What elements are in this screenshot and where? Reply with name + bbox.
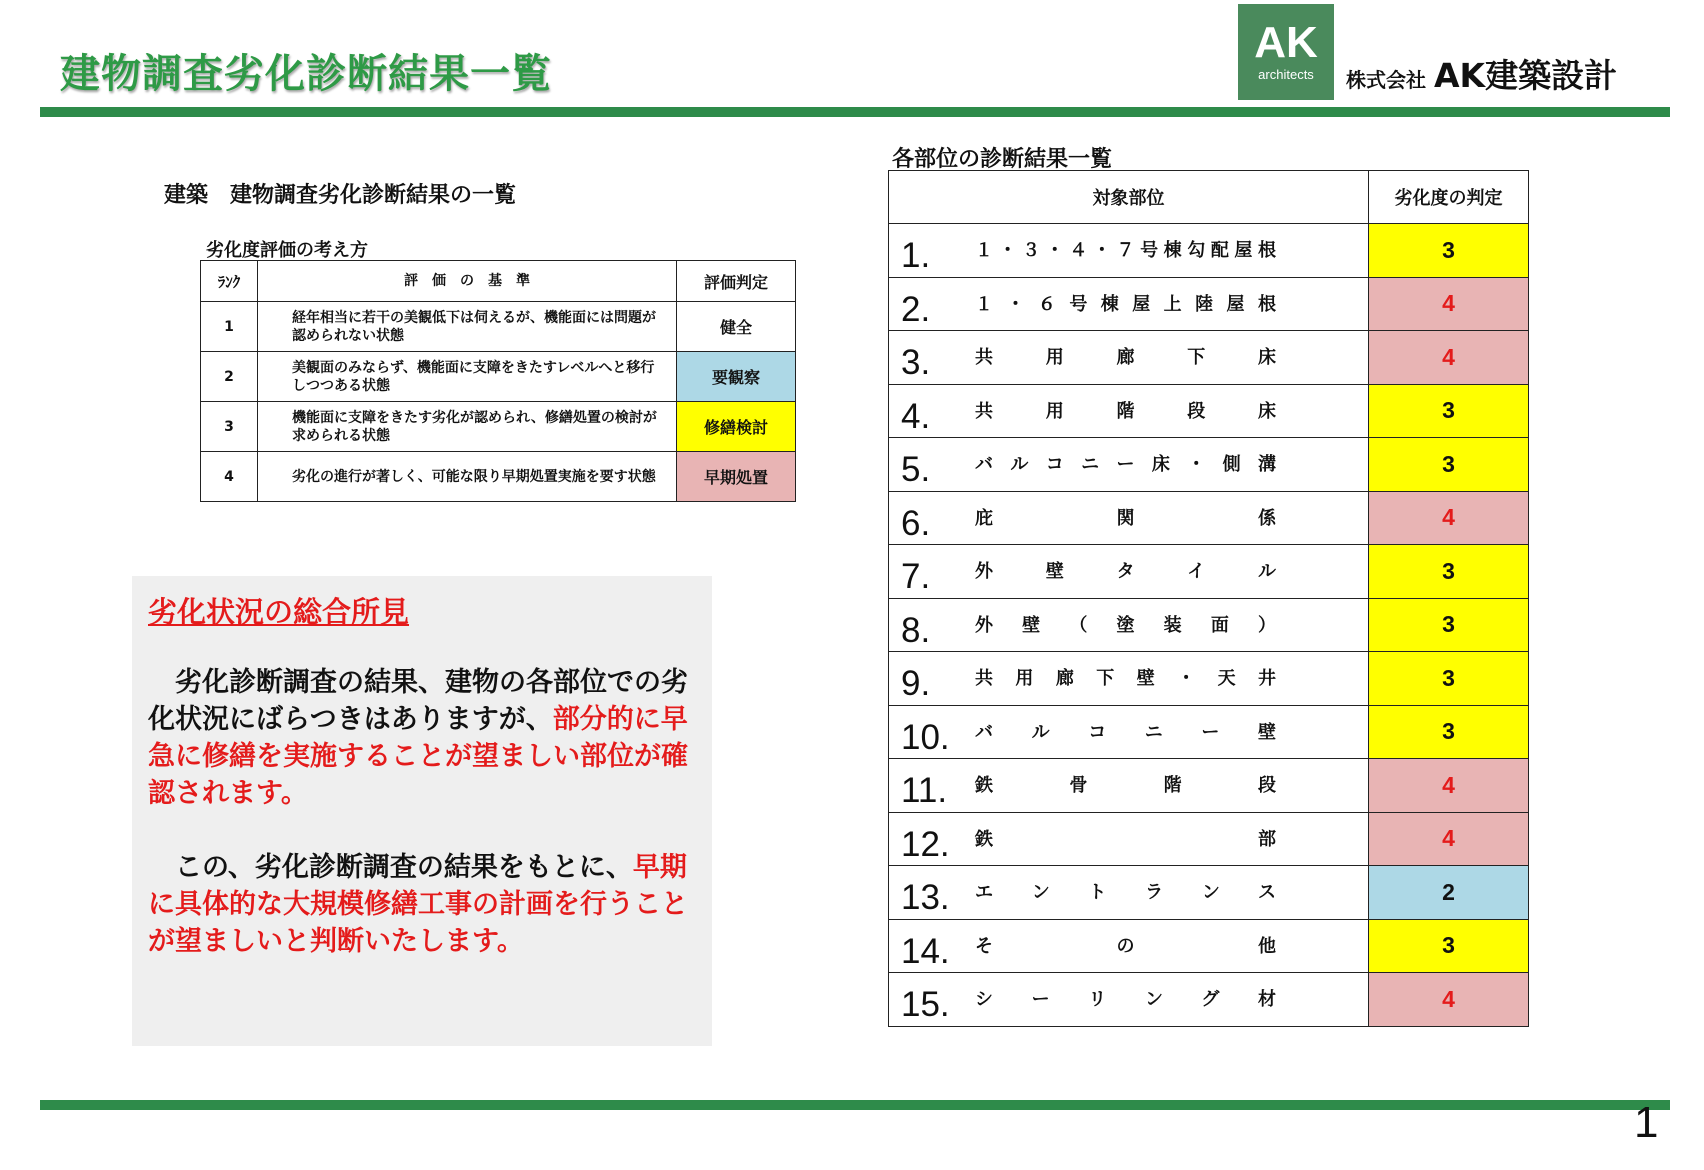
results-row-number: 3. <box>901 343 931 383</box>
results-part-name: 共用廊下壁・天井 <box>975 668 1276 690</box>
results-part-name: １・３・４・７号棟勾配屋根 <box>975 240 1276 262</box>
results-table <box>888 170 1529 1027</box>
header-divider <box>40 107 1670 117</box>
results-grade: 3 <box>1369 224 1529 278</box>
results-row-number: 8. <box>901 610 931 650</box>
results-grade: 4 <box>1369 759 1529 813</box>
results-part-cell <box>889 331 1369 385</box>
results-part-cell <box>889 384 1369 438</box>
results-row <box>889 277 1529 331</box>
results-part-name: バルコニー壁 <box>975 721 1276 743</box>
criteria-row <box>201 402 796 452</box>
results-row <box>889 759 1529 813</box>
results-caption: 各部位の診断結果一覧 <box>892 147 1113 172</box>
results-row-number: 9. <box>901 664 931 704</box>
company-main-name: AK建築設計 <box>1434 56 1618 95</box>
results-row <box>889 652 1529 706</box>
criteria-row <box>201 302 796 352</box>
results-row-number: 4. <box>901 396 931 436</box>
footer-divider <box>40 1100 1670 1110</box>
results-row <box>889 491 1529 545</box>
results-row <box>889 545 1529 599</box>
results-row-number: 1. <box>901 236 931 276</box>
results-part-name: 鉄部 <box>975 828 1276 850</box>
summary-paragraph-2 <box>148 849 700 960</box>
results-grade: 2 <box>1369 866 1529 920</box>
results-grade: 4 <box>1369 331 1529 385</box>
results-part-cell <box>889 491 1369 545</box>
results-part-name: バルコニー床・側溝 <box>975 454 1276 476</box>
results-row-number: 2. <box>901 289 931 329</box>
results-header-row <box>889 171 1529 224</box>
results-row-number: 11. <box>901 771 948 811</box>
page-number: 1 <box>1634 1098 1659 1147</box>
results-grade: 3 <box>1369 384 1529 438</box>
results-part-name: エントランス <box>975 882 1276 904</box>
results-grade: 4 <box>1369 973 1529 1027</box>
criteria-rank: 3 <box>201 402 258 452</box>
page-title: 建物調査劣化診断結果一覧 <box>60 51 552 97</box>
results-part-name: シーリング材 <box>975 989 1276 1011</box>
logo-mark: AK <box>1254 18 1318 67</box>
results-row-number: 12. <box>901 824 950 864</box>
results-row <box>889 224 1529 278</box>
criteria-rank: 4 <box>201 452 258 502</box>
company-prefix: 株式会社 <box>1346 68 1426 92</box>
results-part-name: １・６号棟屋上陸屋根 <box>975 293 1276 315</box>
results-row-number: 6. <box>901 503 931 543</box>
results-part-cell <box>889 705 1369 759</box>
results-grade: 4 <box>1369 277 1529 331</box>
results-part-cell <box>889 919 1369 973</box>
criteria-judge-repair: 修繕検討 <box>677 402 796 452</box>
results-row-number: 7. <box>901 557 931 597</box>
results-part-name: 共用廊下床 <box>975 347 1276 369</box>
summary-text: 劣化診断調査の結果、建物の各部位での劣化状況にばらつきはありますが、 <box>148 667 688 735</box>
results-grade: 3 <box>1369 919 1529 973</box>
criteria-caption: 劣化度評価の考え方 <box>206 240 368 261</box>
criteria-row <box>201 352 796 402</box>
results-grade: 4 <box>1369 491 1529 545</box>
results-part-cell <box>889 224 1369 278</box>
criteria-header-rank: ﾗﾝｸ <box>201 261 258 302</box>
results-grade: 3 <box>1369 598 1529 652</box>
results-part-cell <box>889 438 1369 492</box>
results-header-grade: 劣化度の判定 <box>1369 171 1529 224</box>
section-heading: 建築 建物調査劣化診断結果の一覧 <box>164 183 517 208</box>
results-row-number: 10. <box>901 717 950 757</box>
results-part-name: 外壁（塗装面） <box>975 614 1276 636</box>
results-row <box>889 866 1529 920</box>
criteria-header-desc: 評 価 の 基 準 <box>258 261 677 302</box>
results-grade: 3 <box>1369 545 1529 599</box>
criteria-desc: 経年相当に若干の美観低下は伺えるが、機能面には問題が認められない状態 <box>258 302 677 352</box>
results-row <box>889 705 1529 759</box>
results-header-part: 対象部位 <box>889 171 1369 224</box>
criteria-desc: 機能面に支障をきたす劣化が認められ、修繕処置の検討が求められる状態 <box>258 402 677 452</box>
summary-title: 劣化状況の総合所見 <box>148 595 410 629</box>
results-part-name: 共用階段床 <box>975 400 1276 422</box>
results-row-number: 13. <box>901 878 950 918</box>
results-part-name: 鉄骨階段 <box>975 775 1276 797</box>
results-row <box>889 973 1529 1027</box>
results-row <box>889 598 1529 652</box>
results-row <box>889 438 1529 492</box>
results-part-cell <box>889 652 1369 706</box>
summary-text: この、劣化診断調査の結果をもとに、 <box>148 852 633 883</box>
results-part-cell <box>889 545 1369 599</box>
results-grade: 4 <box>1369 812 1529 866</box>
criteria-judge-sound: 健全 <box>677 302 796 352</box>
criteria-header-row <box>201 261 796 302</box>
results-grade: 3 <box>1369 652 1529 706</box>
results-row <box>889 812 1529 866</box>
results-part-cell <box>889 598 1369 652</box>
results-row <box>889 384 1529 438</box>
criteria-header-judge: 評価判定 <box>677 261 796 302</box>
company-logo <box>1238 4 1334 100</box>
criteria-table <box>200 260 796 502</box>
criteria-desc: 劣化の進行が著しく、可能な限り早期処置実施を要す状態 <box>258 452 677 502</box>
results-row <box>889 919 1529 973</box>
results-row-number: 14. <box>901 931 950 971</box>
summary-highlight: 部分的に早急に修繕を実施することが望ましい部位が確認されます。 <box>148 704 688 809</box>
results-row-number: 15. <box>901 985 950 1025</box>
criteria-rank: 2 <box>201 352 258 402</box>
results-part-cell <box>889 277 1369 331</box>
criteria-judge-early: 早期処置 <box>677 452 796 502</box>
results-part-cell <box>889 973 1369 1027</box>
results-part-name: 外壁タイル <box>975 561 1276 583</box>
criteria-row <box>201 452 796 502</box>
results-part-name: 庇関係 <box>975 507 1276 529</box>
logo-subtext: architects <box>1258 67 1314 82</box>
results-part-cell <box>889 812 1369 866</box>
results-row-number: 5. <box>901 450 931 490</box>
criteria-desc: 美観面のみならず、機能面に支障をきたすレベルへと移行しつつある状態 <box>258 352 677 402</box>
results-row <box>889 331 1529 385</box>
results-grade: 3 <box>1369 438 1529 492</box>
results-part-cell <box>889 759 1369 813</box>
results-part-name: その他 <box>975 935 1276 957</box>
summary-highlight: 早期に具体的な大規模修繕工事の計画を行うことが望ましいと判断いたします。 <box>148 852 688 957</box>
criteria-judge-observe: 要観察 <box>677 352 796 402</box>
results-grade: 3 <box>1369 705 1529 759</box>
criteria-rank: 1 <box>201 302 258 352</box>
summary-paragraph-1 <box>148 664 700 812</box>
company-name <box>1346 50 1617 97</box>
results-part-cell <box>889 866 1369 920</box>
